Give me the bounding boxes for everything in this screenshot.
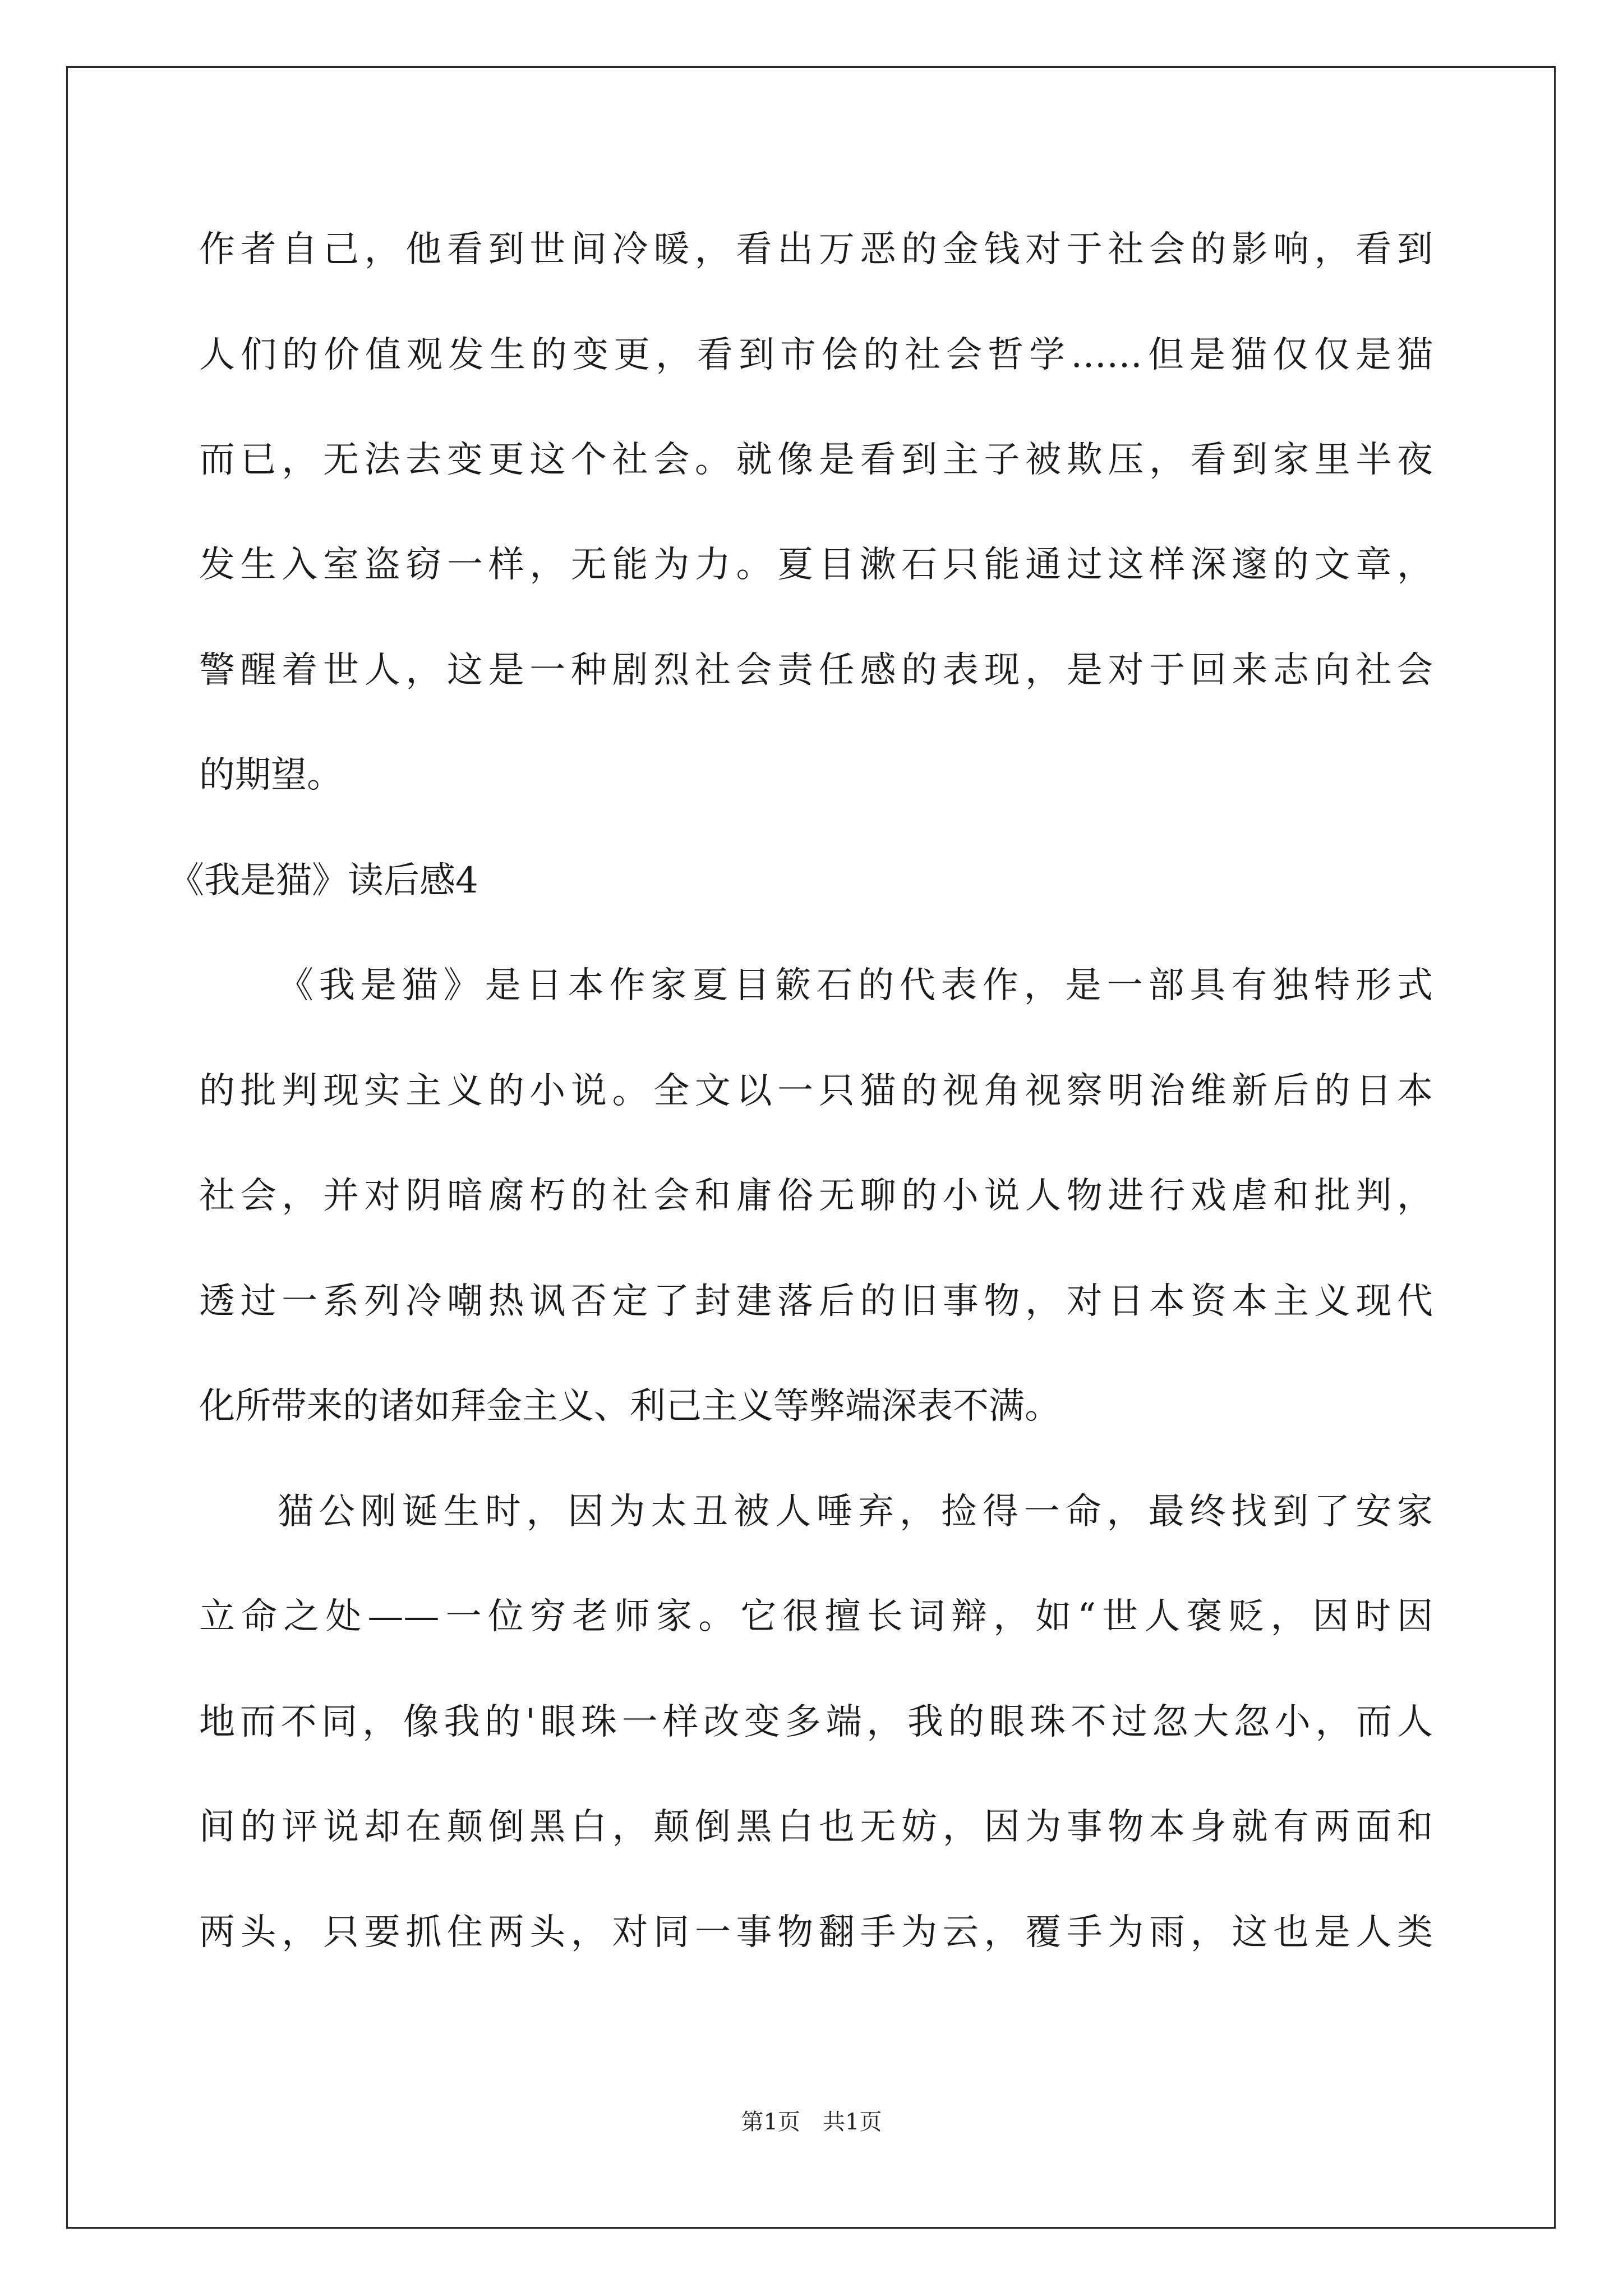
paragraph-first-line: 猫公刚诞生时，因为太丑被人唾弃，捡得一命，最终找到了安家 <box>278 1491 1433 1533</box>
text-line: 的期望。 <box>199 754 343 796</box>
text-line: 社会，并对阴暗腐朽的社会和庸俗无聊的小说人物进行戏虐和批判， <box>199 1175 1433 1217</box>
text-line: 地而不同，像我的'眼珠一样改变多端，我的眼珠不过忽大忽小，而人 <box>199 1701 1433 1743</box>
text-line: 而已，无法去变更这个社会。就像是看到主子被欺压，看到家里半夜 <box>199 439 1433 481</box>
text-line: 立命之处——一位穷老师家。它很擅长词辩，如“世人褒贬，因时因 <box>199 1596 1433 1637</box>
page-border <box>66 66 1556 2229</box>
text-line: 化所带来的诸如拜金主义、利己主义等弊端深表不满。 <box>199 1386 1061 1427</box>
section-heading: 《我是猫》读后感4 <box>168 860 478 901</box>
text-line: 的批判现实主义的小说。全文以一只猫的视角视察明治维新后的日本 <box>199 1070 1433 1112</box>
text-line: 发生入室盗窃一样，无能为力。夏目漱石只能通过这样深邃的文章， <box>199 544 1433 586</box>
page-number: 第1页 共1页 <box>741 2109 882 2135</box>
text-line: 间的评说却在颠倒黑白，颠倒黑白也无妨，因为事物本身就有两面和 <box>199 1806 1433 1848</box>
text-line: 警醒着世人，这是一种剧烈社会责任感的表现，是对于回来志向社会 <box>199 650 1433 691</box>
paragraph-first-line: 《我是猫》是日本作家夏目簌石的代表作，是一部具有独特形式 <box>278 965 1433 1006</box>
text-line: 作者自己，他看到世间冷暖，看出万恶的金钱对于社会的影响，看到 <box>199 229 1433 270</box>
text-line: 透过一系列冷嘲热讽否定了封建落后的旧事物，对日本资本主义现代 <box>199 1281 1433 1322</box>
text-line: 两头，只要抓住两头，对同一事物翻手为云，覆手为雨，这也是人类 <box>199 1912 1433 1953</box>
text-line: 人们的价值观发生的变更，看到市侩的社会哲学……但是猫仅仅是猫 <box>199 334 1433 376</box>
